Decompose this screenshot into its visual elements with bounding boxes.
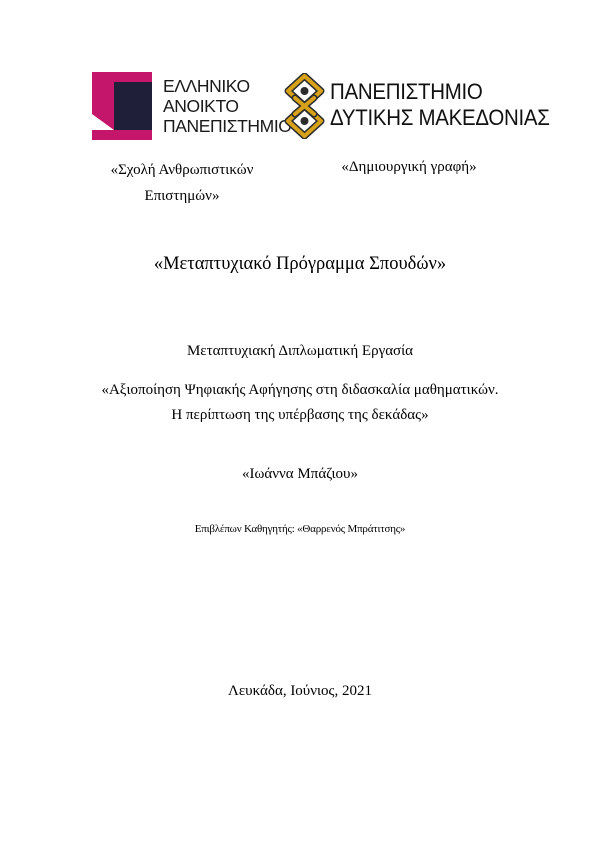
program-title: «Μεταπτυχιακό Πρόγραμμα Σπουδών» xyxy=(153,254,447,274)
uowm-logo-line: ΔΥΤΙΚΗΣ ΜΑΚΕΔΟΝΙΑΣ xyxy=(330,105,550,130)
eap-logo-text xyxy=(163,77,292,137)
eap-logo-line: ΕΛΛΗΝΙΚΟ xyxy=(163,76,250,96)
eap-logo-line: ΑΝΟΙΚΤΟ xyxy=(163,96,239,116)
school-name-line: «Σχολή Ανθρωπιστικών xyxy=(110,162,254,178)
knot-emblem-icon xyxy=(281,73,328,139)
author-name: «Ιωάννα Μπάζιου» xyxy=(242,466,358,482)
supervisor: Επιβλέπων Καθηγητής: «Θαρρενός Μπράτιτσης» xyxy=(194,523,406,535)
program-name: «Δημιουργική γραφή» xyxy=(341,159,477,175)
thesis-title xyxy=(30,378,570,428)
place-date: Λευκάδα, Ιούνιος, 2021 xyxy=(228,683,372,699)
school-name xyxy=(84,157,280,209)
thesis-title-line: «Αξιοποίηση Ψηφιακής Αφήγησης στη διδασκαλία μαθηματικών. xyxy=(101,382,499,398)
thesis-type: Μεταπτυχιακή Διπλωματική Εργασία xyxy=(186,343,414,359)
thesis-title-line: Η περίπτωση της υπέρβασης της δεκάδας» xyxy=(171,407,429,423)
school-name-line: Επιστημών» xyxy=(144,188,220,204)
uowm-logo-line: ΠΑΝΕΠΙΣΤΗΜΙΟ xyxy=(330,79,483,104)
uowm-logo-text xyxy=(330,79,550,131)
eap-logo-line: ΠΑΝΕΠΙΣΤΗΜΙΟ xyxy=(163,116,292,136)
